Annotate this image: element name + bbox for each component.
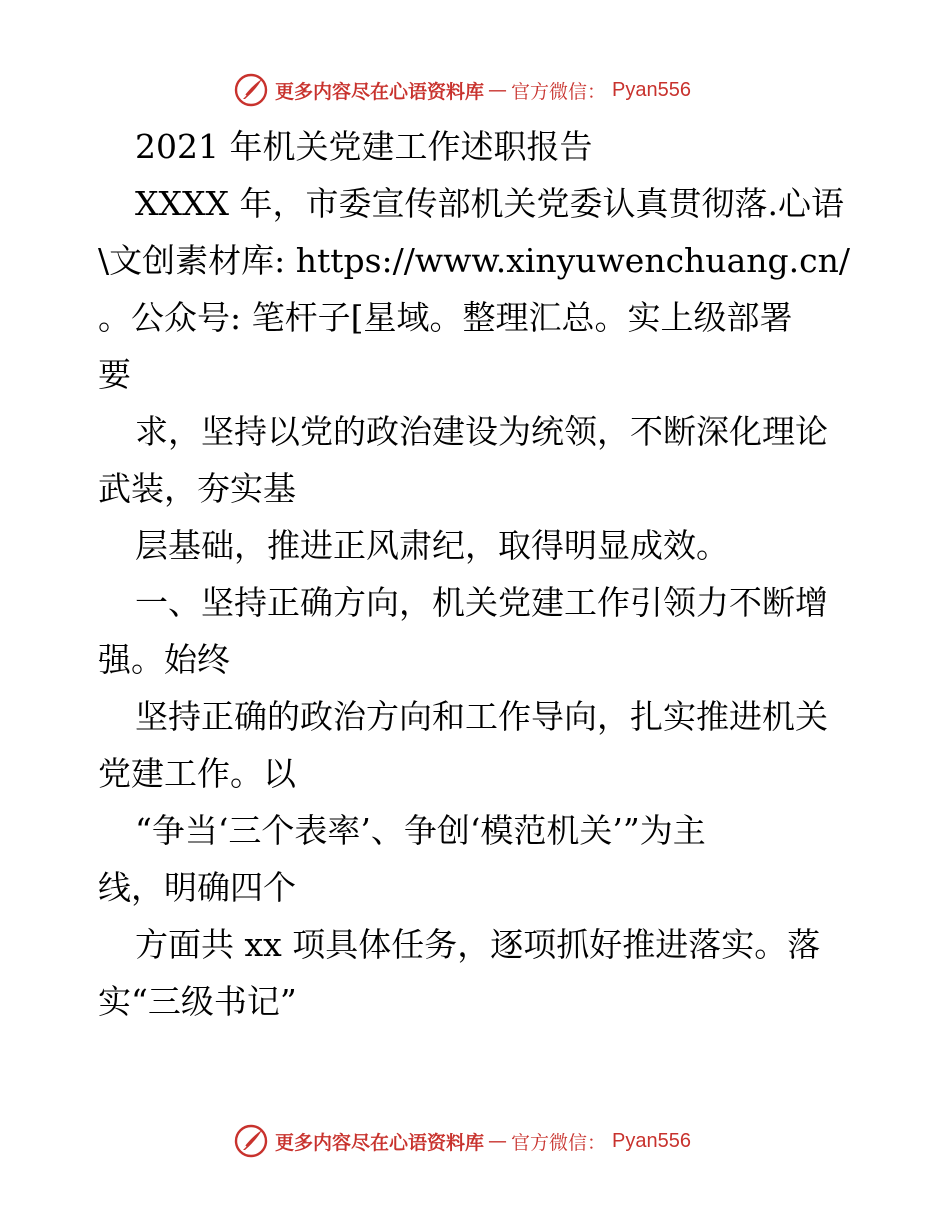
banner-dash: — [488, 1130, 508, 1152]
paragraph-line: 实“三级书记” [98, 982, 297, 1021]
section-heading-line: 一、坚持正确方向，机关党建工作引领力不断增 [135, 583, 828, 622]
document-body [98, 118, 854, 1030]
banner-dash: — [488, 79, 508, 101]
banner-brand-text: 更多内容尽在心语资料库 [275, 1131, 485, 1154]
banner-wechat-label: 官方微信： [511, 80, 607, 103]
quill-pen-logo-icon [233, 1123, 269, 1159]
banner-wechat-id: Pyan556 [612, 1129, 691, 1152]
document-title: 2021 年机关党建工作述职报告 [135, 127, 593, 166]
footer-watermark-banner [233, 1121, 753, 1161]
paragraph-line: XXXX 年，市委宣传部机关党委认真贯彻落.心语 [135, 184, 844, 223]
paragraph-line: 强。始终 [98, 640, 230, 679]
paragraph-line: \文创素材库: https://www.xinyuwenchuang.cn/ [98, 241, 850, 280]
quill-pen-logo-icon [233, 72, 269, 108]
paragraph-line: “争当‘三个表率’、争创‘模范机关’”为主 [135, 811, 706, 850]
paragraph-line: 要 [98, 355, 131, 394]
paragraph-line: 方面共 xx 项具体任务，逐项抓好推进落实。落 [135, 925, 821, 964]
paragraph-line: 线，明确四个 [98, 868, 296, 907]
paragraph-line: 武装，夯实基 [98, 469, 296, 508]
paragraph-line: 坚持正确的政治方向和工作导向，扎实推进机关 [135, 697, 828, 736]
header-watermark-banner [233, 70, 753, 110]
paragraph-line: 层基础，推进正风肃纪，取得明显成效。 [135, 526, 729, 565]
banner-wechat-id: Pyan556 [612, 78, 691, 101]
banner-brand-text: 更多内容尽在心语资料库 [275, 80, 485, 103]
paragraph-line: 党建工作。以 [98, 754, 296, 793]
paragraph-line: 。公众号: 笔杆子[星域。整理汇总。实上级部署 [98, 298, 793, 337]
banner-wechat-label: 官方微信： [511, 1131, 607, 1154]
paragraph-line: 求，坚持以党的政治建设为统领，不断深化理论 [135, 412, 828, 451]
